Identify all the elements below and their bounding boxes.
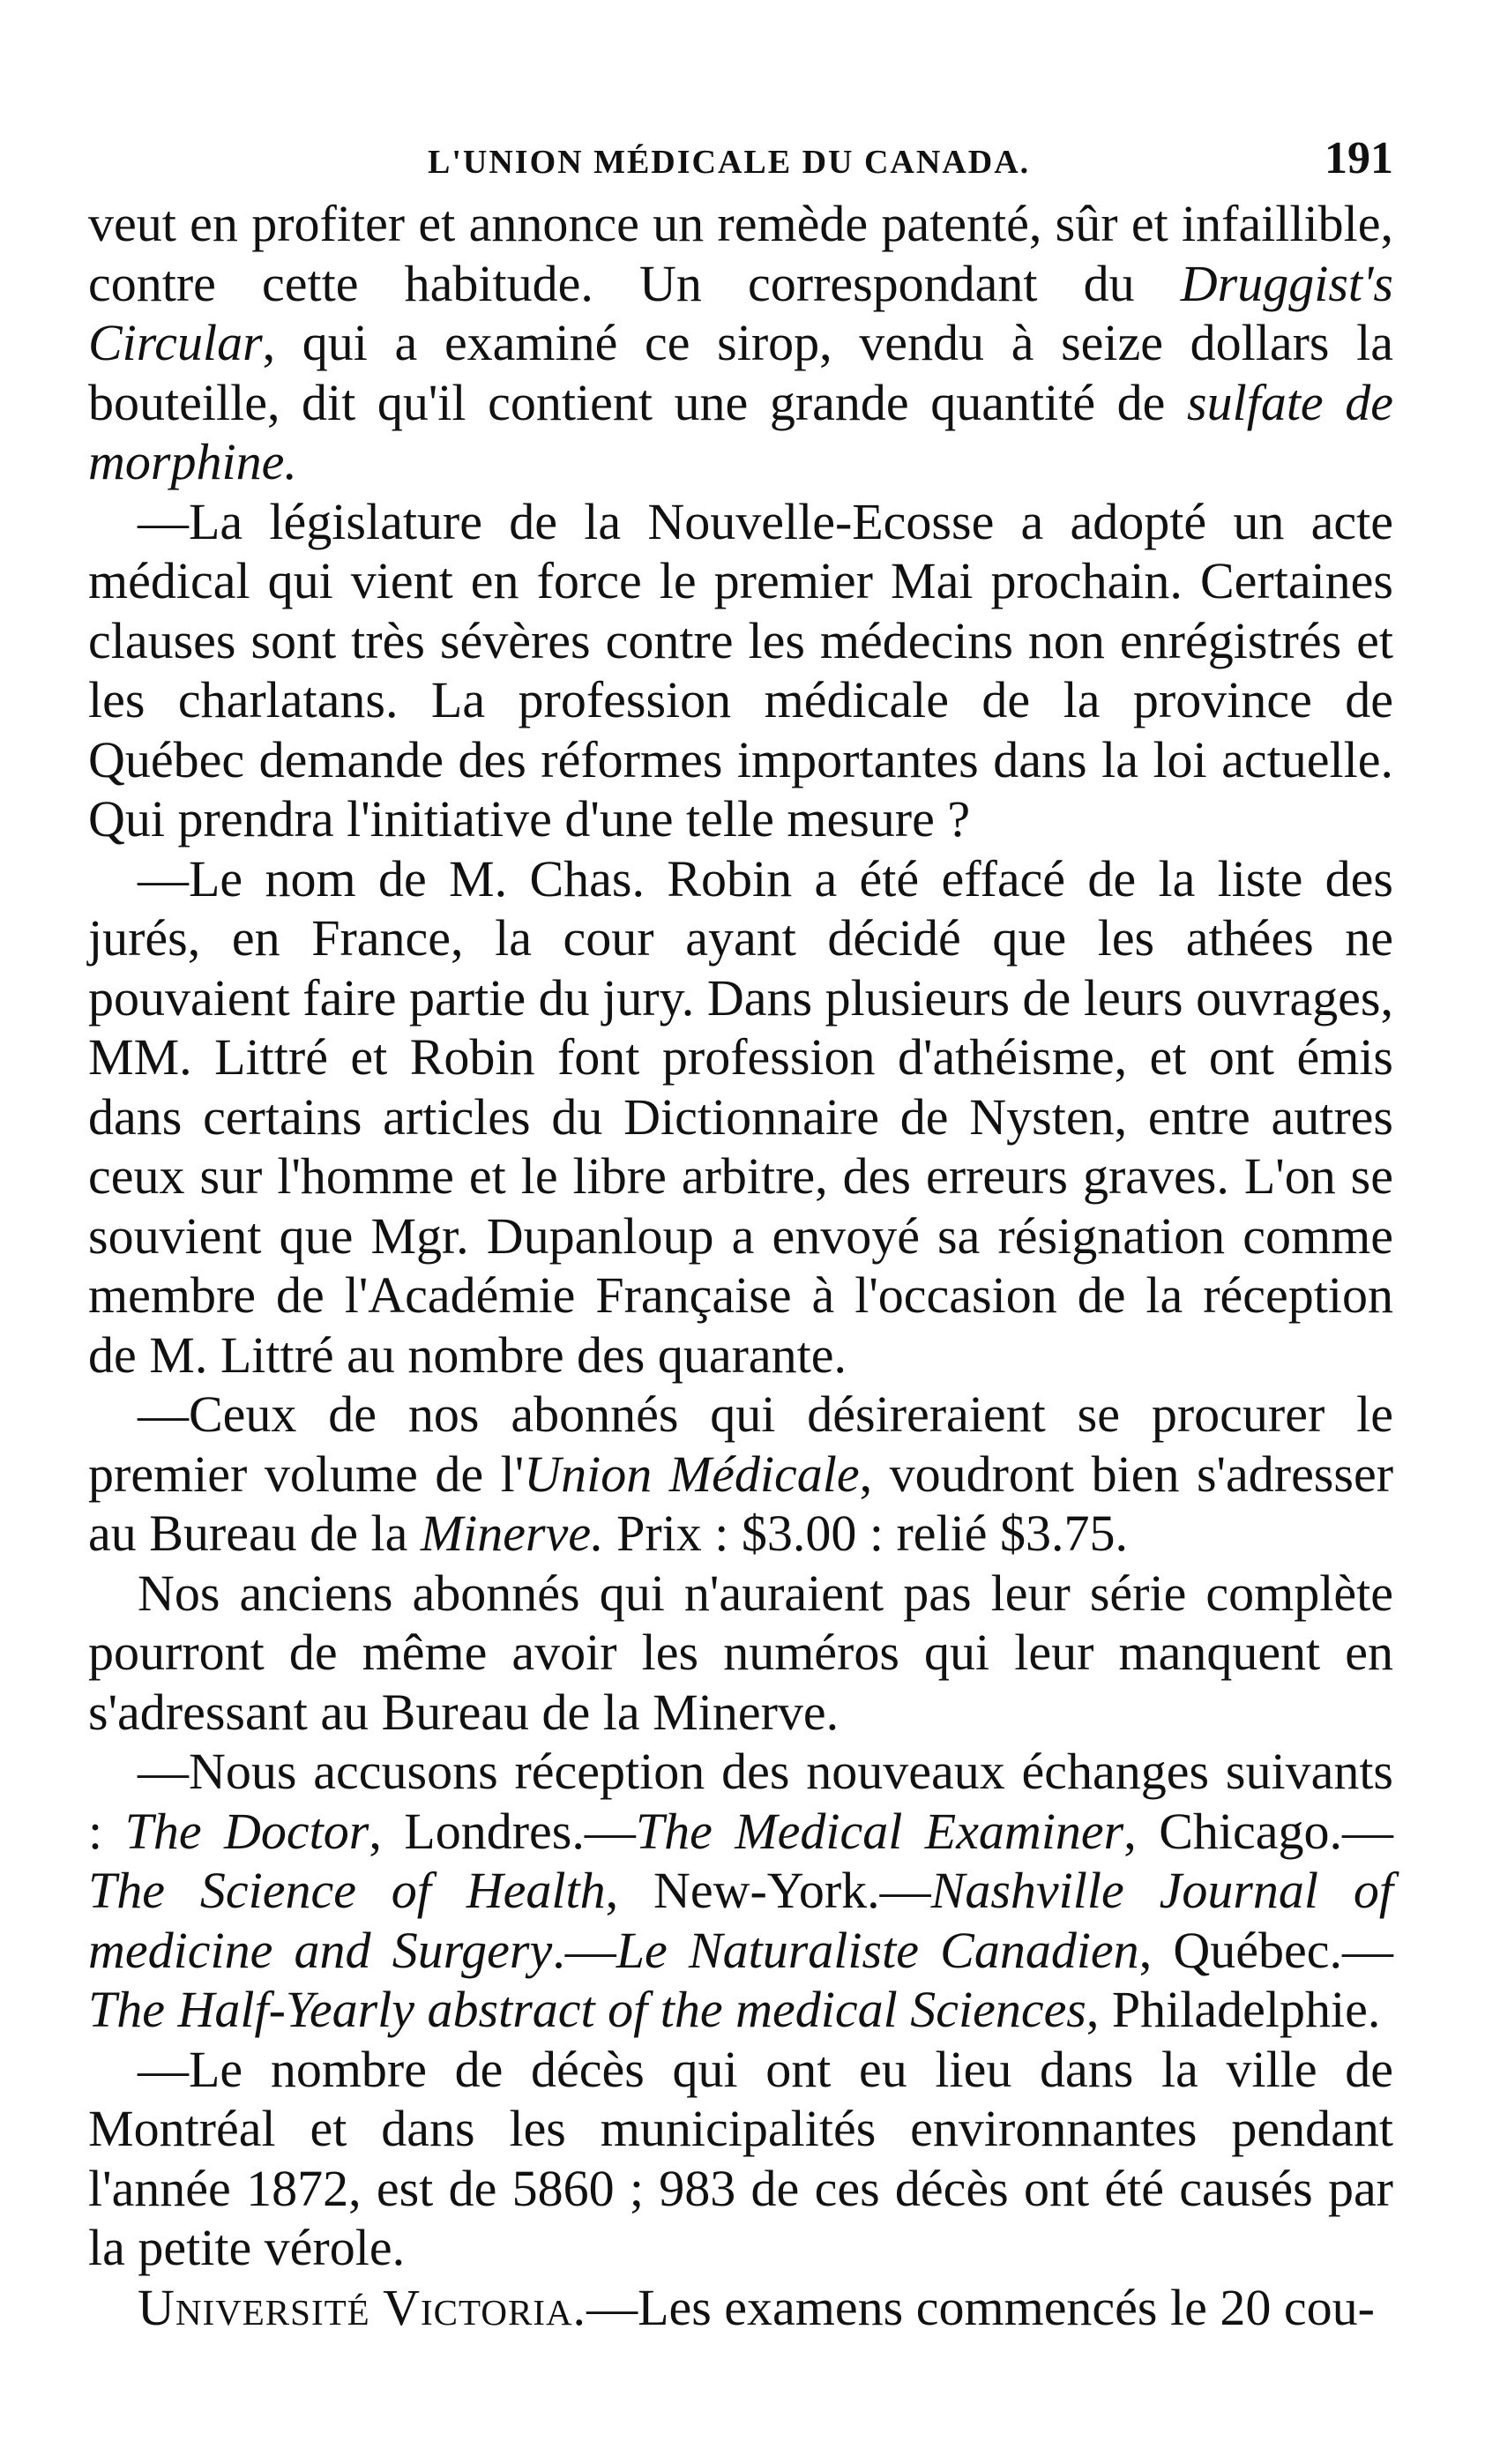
small-caps-heading: Université Victoria. <box>138 2278 587 2336</box>
italic-text: Minerve. <box>420 1505 604 1562</box>
italic-text: Union Médicale <box>524 1445 860 1503</box>
italic-text: Druggist's Circular <box>88 254 1393 371</box>
text-run: —Les examens commencés le 20 cou- <box>586 2278 1375 2336</box>
text-run: , Londres.— <box>369 1802 636 1860</box>
italic-text: The Half-Yearly abstract of the medical Sciences <box>88 1981 1086 2038</box>
text-run: —La législature de la Nouvelle-Ecosse a adopté un acte médical qui vient en force le premier Mai prochain. Certaines clauses sont très sévères contre les médecins non enrégistrés et les charlatans. La profession médicale de la province de Québec demande des réformes importantes dans la loi actuelle. Qui prendra l'initiative d'une telle mesure ? <box>88 492 1393 847</box>
text-run: , voudront bien s'adresser au Bureau de la <box>88 1445 1394 1562</box>
article-body <box>88 194 1393 2337</box>
paragraph <box>88 2040 1393 2278</box>
paragraph <box>88 492 1393 849</box>
text-run: —Ceux de nos abonnés qui désireraient se procurer le premier volume de l' <box>88 1385 1393 1503</box>
text-run: , Chicago.— <box>1123 1802 1393 1860</box>
text-run: Nos anciens abonnés qui n'auraient pas leur série complète pourront de même avoir les numéros qui leur manquent en s'adressant au Bureau de la Minerve. <box>88 1564 1393 1741</box>
text-run: —Nous accusons réception des nouveaux échanges suivants : <box>88 1743 1393 1860</box>
text-run: , Philadelphie. <box>1086 1981 1381 2038</box>
italic-text: Le Naturaliste Canadien <box>616 1921 1139 1979</box>
text-run: , qui a examiné ce sirop, vendu à seize dollars la bouteille, dit qu'il contient une grande quantité de <box>88 314 1393 431</box>
italic-text: The Medical Examiner <box>635 1802 1124 1860</box>
italic-text: Nashville Journal of medicine and Surgery <box>88 1862 1393 1979</box>
paragraph <box>88 1385 1393 1564</box>
text-run: .— <box>552 1921 616 1979</box>
running-title: L'UNION MÉDICALE DU CANADA. <box>428 144 1031 181</box>
text-run: —Le nombre de décès qui ont eu lieu dans la ville de Montréal et dans les municipalités environnantes pendant l'année 1872, est de 5860 ; 983 de ces décès ont été causés par la petite vérole. <box>88 2040 1393 2276</box>
page-header <box>88 123 1393 194</box>
paragraph <box>88 2278 1393 2338</box>
text-run: veut en profiter et annonce un remède patenté, sûr et infaillible, contre cette habitude. Un correspondant du <box>88 195 1393 312</box>
text-run: —Le nom de M. Chas. Robin a été effacé de la liste des jurés, en France, la cour ayant décidé que les athées ne pouvaient faire partie du jury. Dans plusieurs de leurs ouvrages, MM. Littré et Robin font profession d'athéisme, et ont émis dans certains articles du Dictionnaire de Nysten, entre autres ceux sur l'homme et le libre arbitre, des erreurs graves. L'on se souvient que Mgr. Dupanloup a envoyé sa résignation comme membre de l'Académie Française à l'occasion de la réception de M. Littré au nombre des quarante. <box>88 849 1393 1384</box>
page-number: 191 <box>1325 133 1393 183</box>
page <box>88 123 1393 2337</box>
italic-text: The Doctor <box>124 1802 369 1860</box>
italic-text: The Science of Health <box>88 1862 606 1919</box>
text-run: , New-York.— <box>605 1862 931 1919</box>
text-run: Prix : $3.00 : relié $3.75. <box>603 1505 1129 1562</box>
paragraph <box>88 1742 1393 2040</box>
italic-text: sulfate de morphine. <box>88 373 1394 490</box>
text-run: , Québec.— <box>1138 1921 1393 1979</box>
paragraph <box>88 194 1393 492</box>
paragraph <box>88 849 1393 1385</box>
paragraph <box>88 1564 1393 1743</box>
